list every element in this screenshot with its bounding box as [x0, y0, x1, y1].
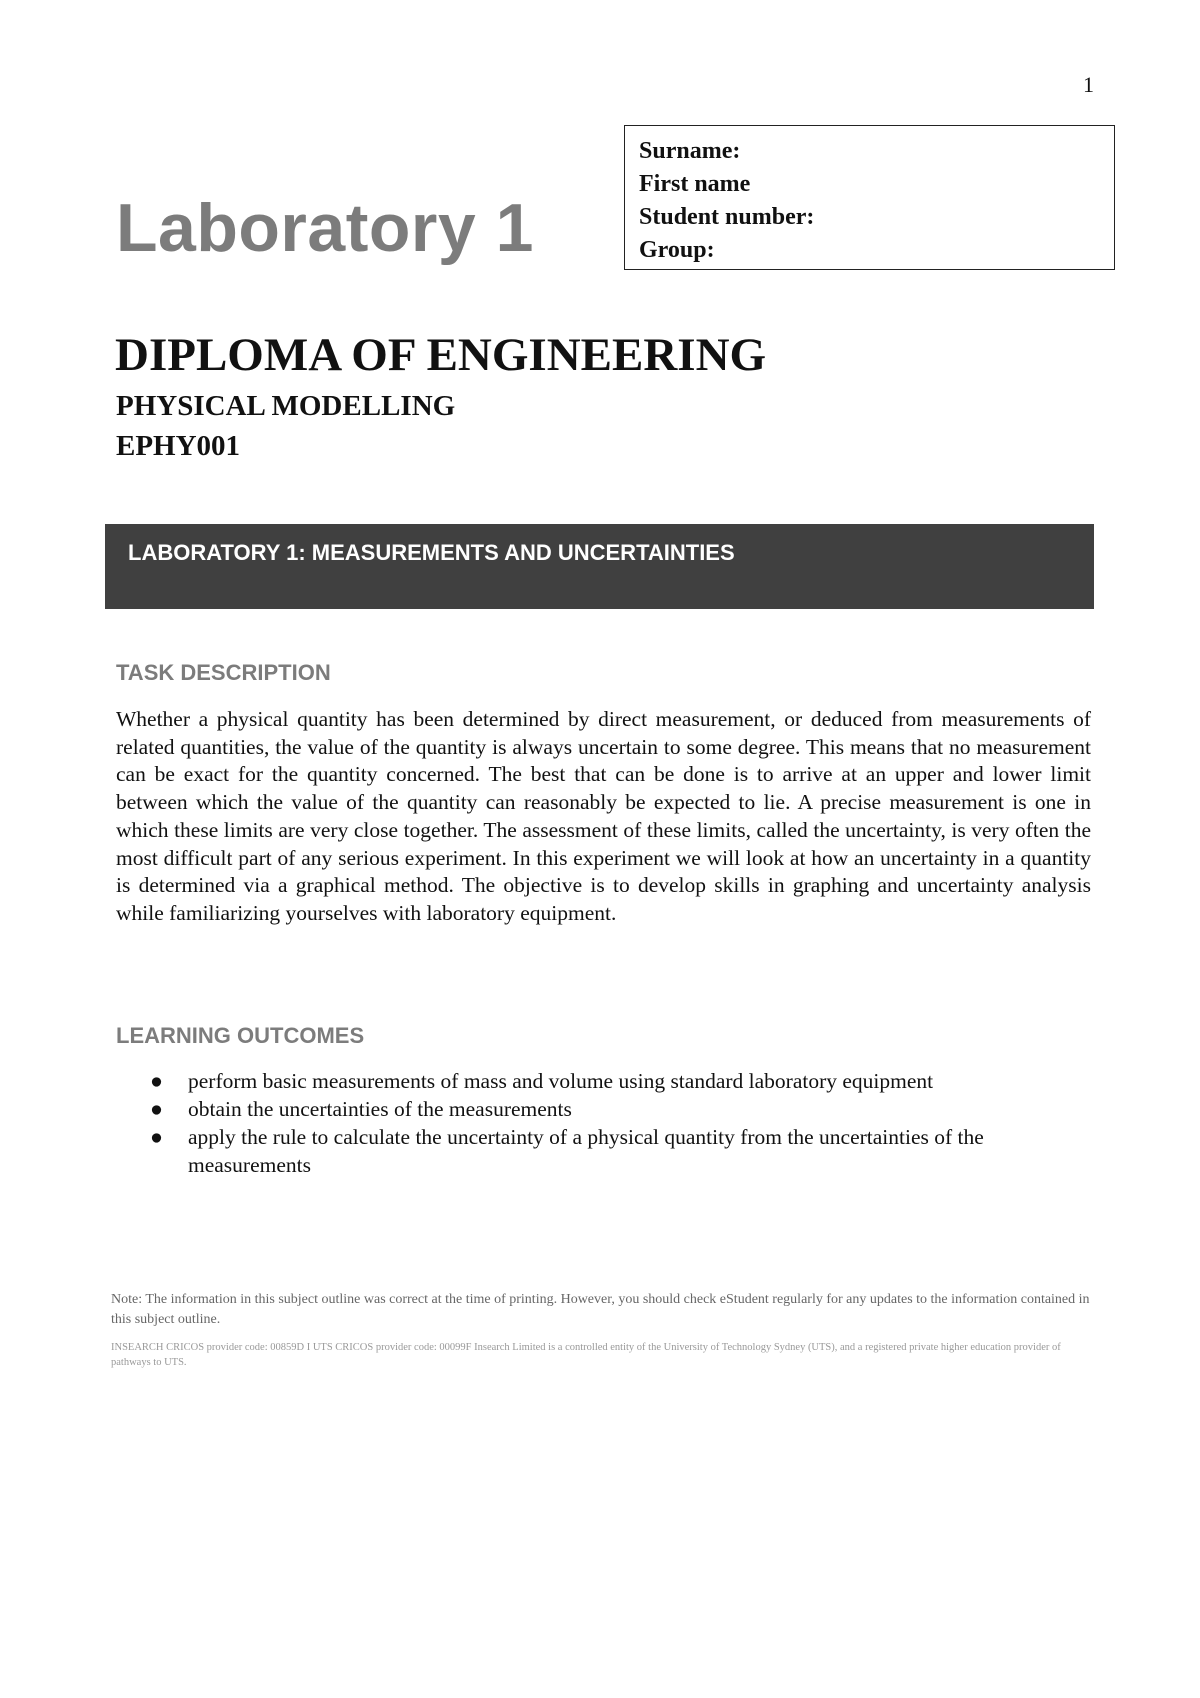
surname-label: Surname: — [639, 138, 741, 164]
outcome-text: obtain the uncertainties of the measurements — [188, 1097, 572, 1121]
student-number-label: Student number: — [639, 204, 815, 230]
learning-outcomes-list — [116, 1067, 1091, 1179]
list-item — [116, 1123, 1091, 1179]
group-label: Group: — [639, 237, 715, 263]
subject-code: EPHY001 — [116, 430, 241, 462]
lab-title: Laboratory 1 — [116, 190, 534, 266]
task-description-heading: TASK DESCRIPTION — [116, 660, 331, 685]
subject-block — [116, 386, 455, 466]
task-description-body: Whether a physical quantity has been determined by direct measurement, or deduced from measurements of related quantities, the value of the quantity is always uncertain to some degree. This means that no measurement can be exact for the quantity concerned. The best that can be done is to arrive at an upper and lower limit between which the value of the quantity can reasonably be expected to lie. A precise measurement is one in which these limits are very close together. The assessment of these limits, called the uncertainty, is very often the most difficult part of any serious experiment. In this experiment we will look at how an uncertainty in a quantity is determined via a graphical method. The objective is to develop skills in graphing and uncertainty analysis while familiarizing yourselves with laboratory equipment. — [116, 707, 1091, 925]
outcome-text: perform basic measurements of mass and volume using standard laboratory equipment — [188, 1069, 934, 1093]
provider-footnote: INSEARCH CRICOS provider code: 00859D I UTS CRICOS provider code: 00099F Insearch Limited is a controlled entity of the University of Technology Sydney (UTS), and a registered private higher education provider of pathways to UTS. — [111, 1342, 1061, 1368]
bullet-icon: ● — [150, 1097, 163, 1121]
page-number: 1 — [1083, 72, 1094, 97]
outcome-text: apply the rule to calculate the uncertainty of a physical quantity from the uncertainties of the measurements — [188, 1125, 984, 1177]
subject-outline-note: Note: The information in this subject outline was correct at the time of printing. However, you should check eStudent regularly for any updates to the information contained in this subject outline. — [111, 1292, 1090, 1327]
list-item — [116, 1095, 1091, 1123]
student-details-box — [624, 125, 1115, 270]
subject-name: PHYSICAL MODELLING — [116, 390, 456, 422]
list-item — [116, 1067, 1091, 1095]
bullet-icon: ● — [150, 1069, 163, 1093]
banner-title: LABORATORY 1: MEASUREMENTS AND UNCERTAINTIES — [128, 540, 735, 565]
learning-outcomes-heading: LEARNING OUTCOMES — [116, 1023, 365, 1048]
bullet-icon: ● — [150, 1125, 163, 1149]
program-title: DIPLOMA OF ENGINEERING — [115, 329, 767, 381]
first-name-label: First name — [639, 171, 751, 197]
lab-banner — [105, 524, 1094, 609]
